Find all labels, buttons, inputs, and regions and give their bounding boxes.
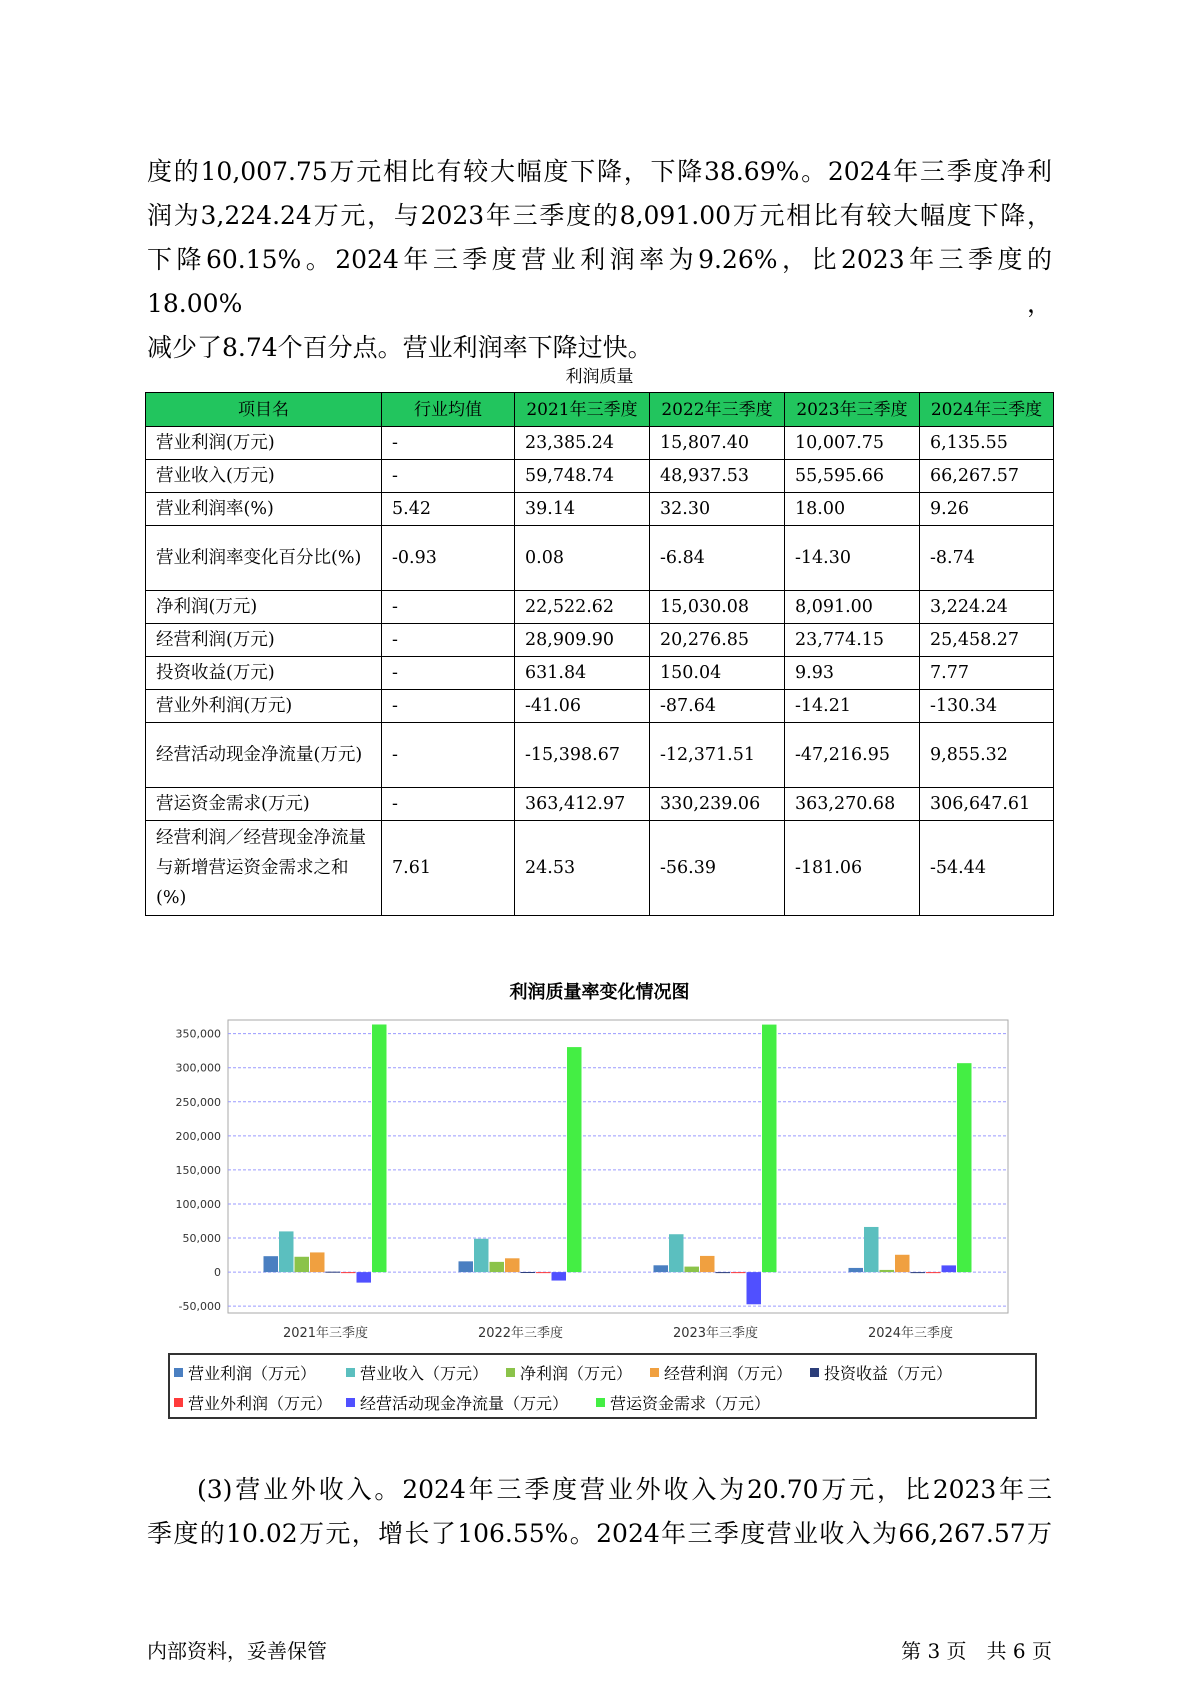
bar bbox=[895, 1255, 910, 1272]
table-cell: 22,522.62 bbox=[515, 591, 650, 624]
bar bbox=[521, 1272, 536, 1273]
table-cell: 6,135.55 bbox=[920, 427, 1054, 460]
table-cell: -0.93 bbox=[382, 526, 515, 591]
bar bbox=[747, 1272, 762, 1304]
paragraph-line: 减少了8.74个百分点。营业利润率下降过快。 bbox=[147, 333, 653, 362]
bar bbox=[957, 1063, 972, 1272]
table-cell: 9.93 bbox=[785, 657, 920, 690]
table-cell: 631.84 bbox=[515, 657, 650, 690]
bar bbox=[552, 1272, 567, 1280]
table-cell: 20,276.85 bbox=[650, 624, 785, 657]
table-cell: 经营利润(万元) bbox=[146, 624, 382, 657]
bar bbox=[326, 1272, 341, 1273]
bar bbox=[700, 1256, 715, 1272]
legend-label: 营运资金需求（万元） bbox=[610, 1394, 771, 1413]
bar bbox=[762, 1025, 777, 1273]
bar bbox=[474, 1239, 489, 1272]
table-cell: 营业外利润(万元) bbox=[146, 690, 382, 723]
table-cell: - bbox=[382, 690, 515, 723]
table-cell: - bbox=[382, 788, 515, 821]
table-cell: 55,595.66 bbox=[785, 460, 920, 493]
table-cell: 营业利润率变化百分比(%) bbox=[146, 526, 382, 591]
table-header-row bbox=[146, 393, 1054, 427]
legend-item bbox=[174, 1391, 332, 1414]
legend-item bbox=[346, 1391, 568, 1414]
legend-label: 经营利润（万元） bbox=[664, 1364, 793, 1383]
paragraph-line: 润为3,224.24万元，与2023年三季度的8,091.00万元相比有较大幅度下降， bbox=[147, 201, 1052, 230]
table-cell: 营业利润率(%) bbox=[146, 493, 382, 526]
table-cell: -181.06 bbox=[785, 821, 920, 916]
y-tick-label: 250,000 bbox=[175, 1095, 221, 1109]
y-tick-label: 150,000 bbox=[175, 1163, 221, 1177]
legend-item bbox=[506, 1361, 632, 1384]
legend-label: 营业利润（万元） bbox=[188, 1364, 317, 1383]
table-row bbox=[146, 723, 1054, 788]
x-tick-label: 2023年三季度 bbox=[672, 1326, 759, 1341]
legend-label: 营业外利润（万元） bbox=[188, 1394, 333, 1413]
paragraph-line: (3)营业外收入。2024年三季度营业外收入为20.70万元，比2023年三 bbox=[197, 1475, 1052, 1504]
header-cell: 2021年三季度 bbox=[515, 393, 650, 427]
bar bbox=[942, 1265, 957, 1272]
bar bbox=[505, 1258, 520, 1272]
table-cell: -6.84 bbox=[650, 526, 785, 591]
table-cell: - bbox=[382, 591, 515, 624]
table-cell: -56.39 bbox=[650, 821, 785, 916]
legend-item bbox=[596, 1391, 770, 1414]
y-tick-label: 200,000 bbox=[175, 1129, 221, 1143]
bar bbox=[357, 1272, 372, 1282]
table-row bbox=[146, 460, 1054, 493]
table-row bbox=[146, 427, 1054, 460]
table-row bbox=[146, 591, 1054, 624]
legend-item bbox=[650, 1361, 792, 1384]
legend-swatch bbox=[506, 1368, 515, 1377]
y-tick-label: 50,000 bbox=[182, 1232, 221, 1246]
table-cell: 10,007.75 bbox=[785, 427, 920, 460]
bottom-paragraph bbox=[147, 1468, 1052, 1556]
legend-swatch bbox=[810, 1368, 819, 1377]
table-cell: -14.21 bbox=[785, 690, 920, 723]
table-cell: -14.30 bbox=[785, 526, 920, 591]
table-row bbox=[146, 690, 1054, 723]
bar bbox=[716, 1272, 731, 1273]
table-cell: 营业利润(万元) bbox=[146, 427, 382, 460]
table-row bbox=[146, 788, 1054, 821]
legend-label: 净利润（万元） bbox=[520, 1364, 633, 1383]
table-cell: -8.74 bbox=[920, 526, 1054, 591]
bar bbox=[911, 1272, 926, 1273]
table-cell: 7.61 bbox=[382, 821, 515, 916]
table-cell: 净利润(万元) bbox=[146, 591, 382, 624]
legend-swatch bbox=[174, 1368, 183, 1377]
table-cell: 7.77 bbox=[920, 657, 1054, 690]
table-cell: 306,647.61 bbox=[920, 788, 1054, 821]
y-tick-label: 100,000 bbox=[175, 1197, 221, 1211]
table-cell: 营业收入(万元) bbox=[146, 460, 382, 493]
legend-swatch bbox=[346, 1368, 355, 1377]
bar bbox=[310, 1252, 325, 1272]
table-cell: 363,412.97 bbox=[515, 788, 650, 821]
table-row bbox=[146, 821, 1054, 916]
chart-legend bbox=[168, 1353, 1037, 1419]
table-cell: -54.44 bbox=[920, 821, 1054, 916]
table-cell: -12,371.51 bbox=[650, 723, 785, 788]
table-cell: 59,748.74 bbox=[515, 460, 650, 493]
table-cell: 24.53 bbox=[515, 821, 650, 916]
profit-quality-table bbox=[145, 392, 1054, 916]
bar bbox=[926, 1272, 941, 1273]
table-cell: 150.04 bbox=[650, 657, 785, 690]
table-cell: 3,224.24 bbox=[920, 591, 1054, 624]
table-row bbox=[146, 493, 1054, 526]
header-cell: 2023年三季度 bbox=[785, 393, 920, 427]
header-cell: 行业均值 bbox=[382, 393, 515, 427]
bar bbox=[567, 1047, 582, 1272]
bar bbox=[459, 1261, 474, 1272]
table-cell: 18.00 bbox=[785, 493, 920, 526]
table-cell: 经营活动现金净流量(万元) bbox=[146, 723, 382, 788]
table-cell: - bbox=[382, 657, 515, 690]
table-cell: 32.30 bbox=[650, 493, 785, 526]
page-number: 第 3 页 共 6 页 bbox=[901, 1639, 1052, 1663]
x-tick-label: 2024年三季度 bbox=[867, 1326, 954, 1341]
bar bbox=[849, 1268, 864, 1272]
legend-label: 营业收入（万元） bbox=[360, 1364, 489, 1383]
table-cell: 25,458.27 bbox=[920, 624, 1054, 657]
table-cell: -47,216.95 bbox=[785, 723, 920, 788]
y-tick-label: 300,000 bbox=[175, 1061, 221, 1075]
legend-swatch bbox=[596, 1398, 605, 1407]
table-row bbox=[146, 526, 1054, 591]
table-cell: -130.34 bbox=[920, 690, 1054, 723]
table-cell: -15,398.67 bbox=[515, 723, 650, 788]
footer-left: 内部资料，妥善保管 bbox=[147, 1639, 327, 1663]
bar bbox=[864, 1227, 879, 1272]
table-cell: 0.08 bbox=[515, 526, 650, 591]
table-cell: 9,855.32 bbox=[920, 723, 1054, 788]
header-cell: 2022年三季度 bbox=[650, 393, 785, 427]
x-tick-label: 2021年三季度 bbox=[282, 1326, 369, 1341]
bar bbox=[669, 1234, 684, 1272]
table-cell: 39.14 bbox=[515, 493, 650, 526]
table-cell: - bbox=[382, 624, 515, 657]
bar bbox=[279, 1231, 294, 1272]
table-cell: - bbox=[382, 723, 515, 788]
table-cell: 330,239.06 bbox=[650, 788, 785, 821]
table-cell: 投资收益(万元) bbox=[146, 657, 382, 690]
legend-item bbox=[174, 1361, 316, 1384]
bar bbox=[880, 1270, 895, 1272]
table-cell: 15,030.08 bbox=[650, 591, 785, 624]
table-cell: 经营利润／经营现金净流量与新增营运资金需求之和(%) bbox=[146, 821, 382, 916]
header-cell: 项目名 bbox=[146, 393, 382, 427]
bar bbox=[654, 1265, 669, 1272]
bar bbox=[536, 1272, 551, 1273]
bar bbox=[490, 1262, 505, 1272]
bar bbox=[685, 1267, 700, 1273]
y-tick-label: 350,000 bbox=[175, 1027, 221, 1041]
table-cell: 15,807.40 bbox=[650, 427, 785, 460]
table-cell: 营运资金需求(万元) bbox=[146, 788, 382, 821]
table-cell: -41.06 bbox=[515, 690, 650, 723]
bar bbox=[341, 1272, 356, 1273]
table-cell: -87.64 bbox=[650, 690, 785, 723]
table-cell: 9.26 bbox=[920, 493, 1054, 526]
y-tick-label: 0 bbox=[214, 1266, 221, 1280]
legend-swatch bbox=[174, 1398, 183, 1407]
legend-item bbox=[346, 1361, 488, 1384]
bar bbox=[264, 1256, 279, 1272]
legend-label: 经营活动现金净流量（万元） bbox=[360, 1394, 569, 1413]
table-cell: 48,937.53 bbox=[650, 460, 785, 493]
legend-item bbox=[810, 1361, 952, 1384]
legend-swatch bbox=[650, 1368, 659, 1377]
table-cell: 363,270.68 bbox=[785, 788, 920, 821]
chart-title: 利润质量率变化情况图 bbox=[509, 982, 690, 1003]
profit-quality-chart bbox=[150, 1010, 1020, 1350]
table-cell: 23,385.24 bbox=[515, 427, 650, 460]
table-cell: 8,091.00 bbox=[785, 591, 920, 624]
top-paragraph bbox=[147, 150, 1052, 370]
table-cell: - bbox=[382, 427, 515, 460]
table-cell: - bbox=[382, 460, 515, 493]
bar bbox=[295, 1257, 310, 1272]
bar bbox=[372, 1024, 387, 1272]
header-cell: 2024年三季度 bbox=[920, 393, 1054, 427]
plot-area bbox=[228, 1020, 1008, 1313]
bar bbox=[731, 1272, 746, 1273]
table-cell: 66,267.57 bbox=[920, 460, 1054, 493]
table-cell: 5.42 bbox=[382, 493, 515, 526]
table-row bbox=[146, 657, 1054, 690]
table-row bbox=[146, 624, 1054, 657]
legend-swatch bbox=[346, 1398, 355, 1407]
paragraph-line: 下降60.15%。2024年三季度营业利润率为9.26%，比2023年三季度的18.00%， bbox=[147, 245, 1052, 318]
paragraph-line: 季度的10.02万元，增长了106.55%。2024年三季度营业收入为66,267.57万 bbox=[147, 1519, 1052, 1548]
table-title: 利润质量 bbox=[565, 367, 634, 387]
table-cell: 23,774.15 bbox=[785, 624, 920, 657]
paragraph-line: 度的10,007.75万元相比有较大幅度下降，下降38.69%。2024年三季度净利 bbox=[147, 157, 1052, 186]
table-cell: 28,909.90 bbox=[515, 624, 650, 657]
x-tick-label: 2022年三季度 bbox=[477, 1326, 564, 1341]
legend-label: 投资收益（万元） bbox=[824, 1364, 953, 1383]
y-tick-label: -50,000 bbox=[178, 1300, 221, 1314]
